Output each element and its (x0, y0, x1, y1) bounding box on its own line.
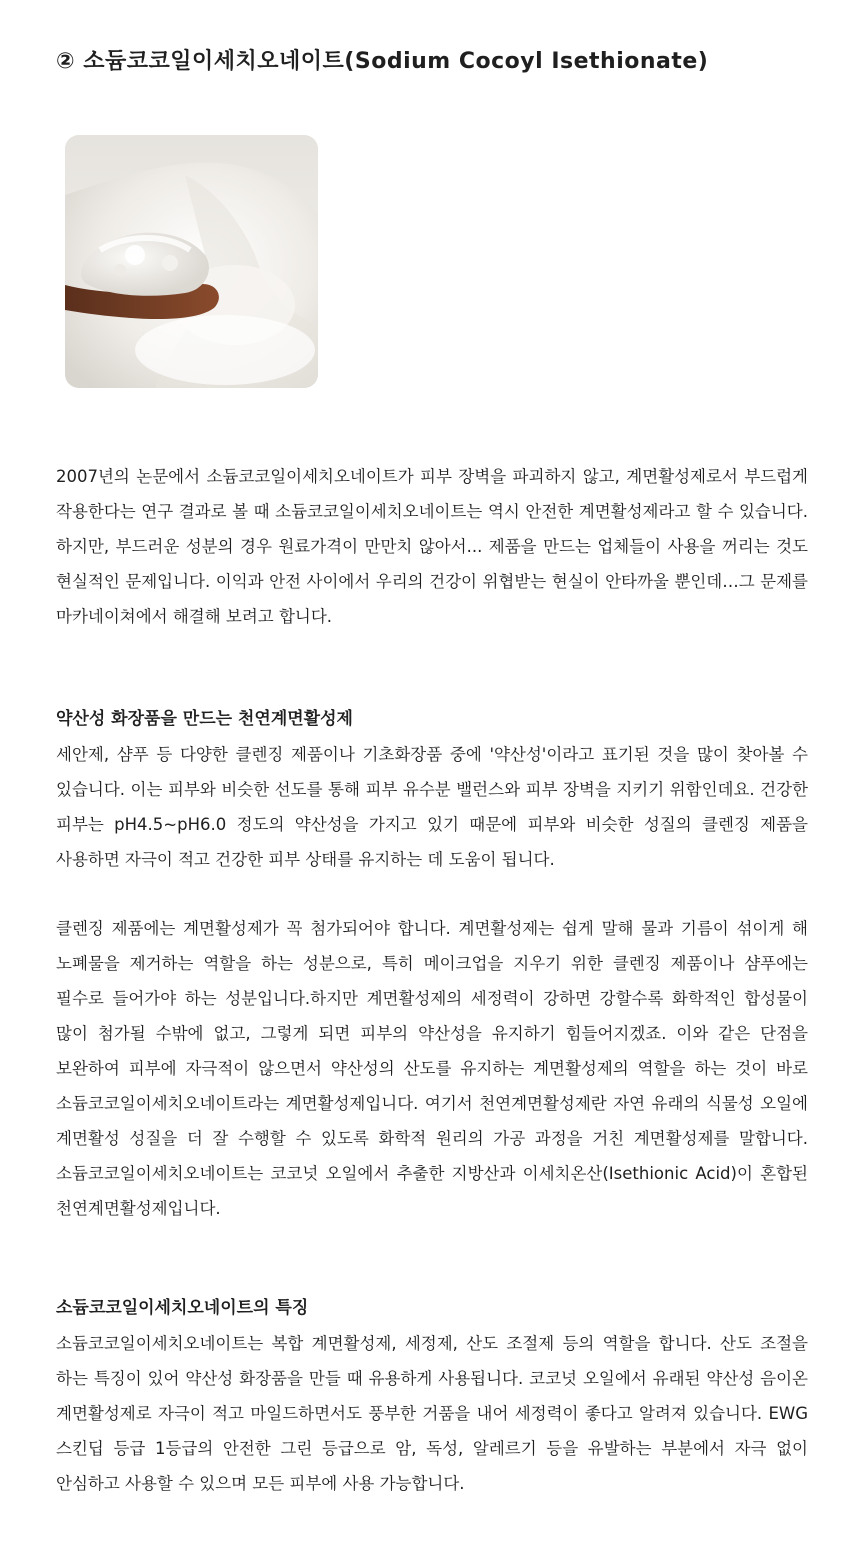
section1-paragraph-1: 세안제, 샴푸 등 다양한 클렌징 제품이나 기초화장품 중에 '약산성'이라고 표기된 것을 많이 찾아볼 수 있습니다. 이는 피부와 비슷한 선도를 통해 피부 유수분 밸런스와 피부 장벽을 지키기 위함인데요. 건강한 피부는 pH4.5~pH6.0 정도의 약산성을 가지고 있기 때문에 피부와 비슷한 성질의 클렌징 제품을 사용하면 자극이 적고 건강한 피부 상태를 유지하는 데 도움이 됩니다. (56, 745, 808, 869)
section-title: ② 소듐코코일이세치오네이트(Sodium Cocoyl Isethionate) (56, 49, 709, 74)
intro-paragraph: 2007년의 논문에서 소듐코코일이세치오네이트가 피부 장벽을 파괴하지 않고, 계면활성제로서 부드럽게 작용한다는 연구 결과로 볼 때 소듐코코일이세치오네이트는 역시 안전한 계면활성제라고 할 수 있습니다. 하지만, 부드러운 성분의 경우 원료가격이 만만치 않아서... 제품을 만드는 업체들이 사용을 꺼리는 것도 현실적인 문제입니다. 이익과 안전 사이에서 우리의 건강이 위협받는 현실이 안타까울 뿐인데…그 문제를 마카네이쳐에서 해결해 보려고 합니다. (56, 467, 808, 626)
powder-spoon-illustration (65, 135, 318, 388)
section2-heading: 소듐코코일이세치오네이트의 특징 (56, 1298, 309, 1318)
section1-heading: 약산성 화장품을 만드는 천연계면활성제 (56, 709, 353, 729)
section1-paragraph-2: 클렌징 제품에는 계면활성제가 꼭 첨가되어야 합니다. 계면활성제는 쉽게 말해 물과 기름이 섞이게 해 노폐물을 제거하는 역할을 하는 성분으로, 특히 메이크업을 지우기 위한 클렌징 제품이나 샴푸에는 필수로 들어가야 하는 성분입니다.하지만 계면활성제의 세정력이 강하면 강할수록 화학적인 합성물이 많이 첨가될 수밖에 없고, 그렇게 되면 피부의 약산성을 유지하기 힘들어지겠죠. 이와 같은 단점을 보완하여 피부에 자극적이 않으면서 약산성의 산도를 유지하는 계면활성제의 역할을 하는 것이 바로 소듐코코일이세치오네이트라는 계면활성제입니다. 여기서 천연계면활성제란 자연 유래의 식물성 오일에 계면활성 성질을 더 잘 수행할 수 있도록 화학적 원리의 가공 과정을 거친 계면활성제를 말합니다. 소듐코코일이세치오네이트는 코코넛 오일에서 추출한 지방산과 이세치온산(Isethionic Acid)이 혼합된 천연계면활성제입니다. (56, 919, 808, 1218)
powder-spoon-image (65, 135, 318, 388)
section2-paragraph-1: 소듐코코일이세치오네이트는 복합 계면활성제, 세정제, 산도 조절제 등의 역할을 합니다. 산도 조절을 하는 특징이 있어 약산성 화장품을 만들 때 유용하게 사용됩니다. 코코넛 오일에서 유래된 약산성 음이온 계면활성제로 자극이 적고 마일드하면서도 풍부한 거품을 내어 세정력이 좋다고 알려져 있습니다. EWG 스킨딥 등급 1등급의 안전한 그린 등급으로 암, 독성, 알레르기 등을 유발하는 부분에서 자극 없이 안심하고 사용할 수 있으며 모든 피부에 사용 가능합니다. (56, 1334, 808, 1493)
